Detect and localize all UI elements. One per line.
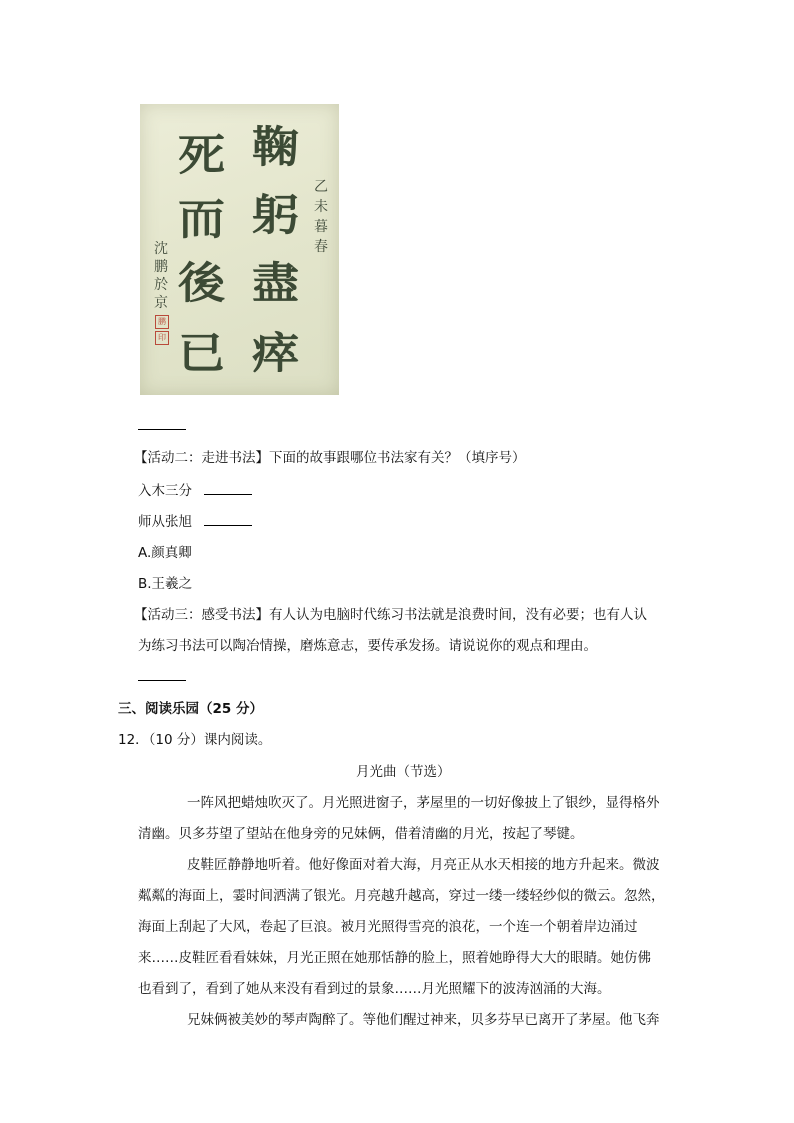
answer-blank[interactable]: [204, 524, 252, 526]
seal-stamp: 鹏: [155, 315, 169, 329]
inscription-char: 春: [314, 239, 328, 255]
passage-line: 也看到了，看到了她从来没有看到过的景象……月光照耀下的波涛汹涌的大海。: [138, 981, 611, 997]
answer-blank[interactable]: [204, 493, 252, 495]
inscription-char: 於: [154, 277, 168, 293]
question-number: 12．（10 分）课内阅读。: [118, 732, 272, 748]
calligraphy-char: 鞠: [252, 122, 299, 173]
passage-line: 清幽。贝多芬望了望站在他身旁的兄妹俩，借着清幽的月光，按起了琴键。: [138, 826, 584, 842]
passage-line: 皮鞋匠静静地听着。他好像面对着大海，月亮正从水天相接的地方升起来。微波: [187, 857, 660, 873]
passage-line: 来……皮鞋匠看看妹妹，月光正照在她那恬静的脸上，照着她睁得大大的眼睛。她仿佛: [138, 950, 651, 966]
activity3-line2: 为练习书法可以陶冶情操，磨炼意志，要传承发扬。请说说你的观点和理由。: [138, 638, 597, 654]
activity2-title: 【活动二：走进书法】下面的故事跟哪位书法家有关？（填序号）: [134, 450, 526, 466]
section-heading: 三、阅读乐园（25 分）: [118, 701, 263, 717]
passage-line: 一阵风把蜡烛吹灭了。月光照进窗子，茅屋里的一切好像披上了银纱，显得格外: [187, 795, 660, 811]
seal-stamp: 印: [155, 331, 169, 345]
calligraphy-char: 盡: [252, 258, 299, 309]
option-b: B.王羲之: [138, 576, 193, 592]
option-a: A.颜真卿: [138, 545, 192, 561]
calligraphy-char: 躬: [252, 190, 299, 241]
activity3-line1: 【活动三：感受书法】有人认为电脑时代练习书法就是浪费时间，没有必要；也有人认: [134, 607, 647, 623]
passage-line: 海面上刮起了大风，卷起了巨浪。被月光照得雪亮的浪花，一个连一个朝着岸边涌过: [138, 919, 638, 935]
calligraphy-image: [140, 104, 339, 395]
calligraphy-char: 而: [178, 194, 225, 245]
passage-line: 兄妹俩被美妙的琴声陶醉了。等他们醒过神来，贝多芬早已离开了茅屋。他飞奔: [187, 1012, 660, 1028]
inscription-char: 乙: [314, 179, 328, 195]
answer-blank[interactable]: [138, 679, 186, 681]
inscription-char: 鹏: [154, 259, 168, 275]
passage-title: 月光曲（节选）: [356, 764, 451, 780]
inscription-char: 沈: [154, 241, 168, 257]
answer-blank[interactable]: [138, 428, 186, 430]
inscription-char: 未: [314, 199, 328, 215]
activity2-item: [138, 510, 252, 530]
calligraphy-char: 後: [178, 258, 225, 309]
passage-line: 粼粼的海面上，霎时间洒满了银光。月亮越升越高，穿过一缕一缕轻纱似的微云。忽然，: [138, 888, 665, 904]
calligraphy-char: 已: [178, 328, 225, 379]
item-label: 入木三分: [138, 483, 192, 499]
item-label: 师从张旭: [138, 514, 192, 530]
activity2-item: [138, 479, 252, 499]
inscription-char: 京: [154, 295, 168, 311]
calligraphy-char: 瘁: [252, 328, 299, 379]
inscription-char: 暮: [314, 219, 328, 235]
calligraphy-char: 死: [178, 130, 225, 181]
